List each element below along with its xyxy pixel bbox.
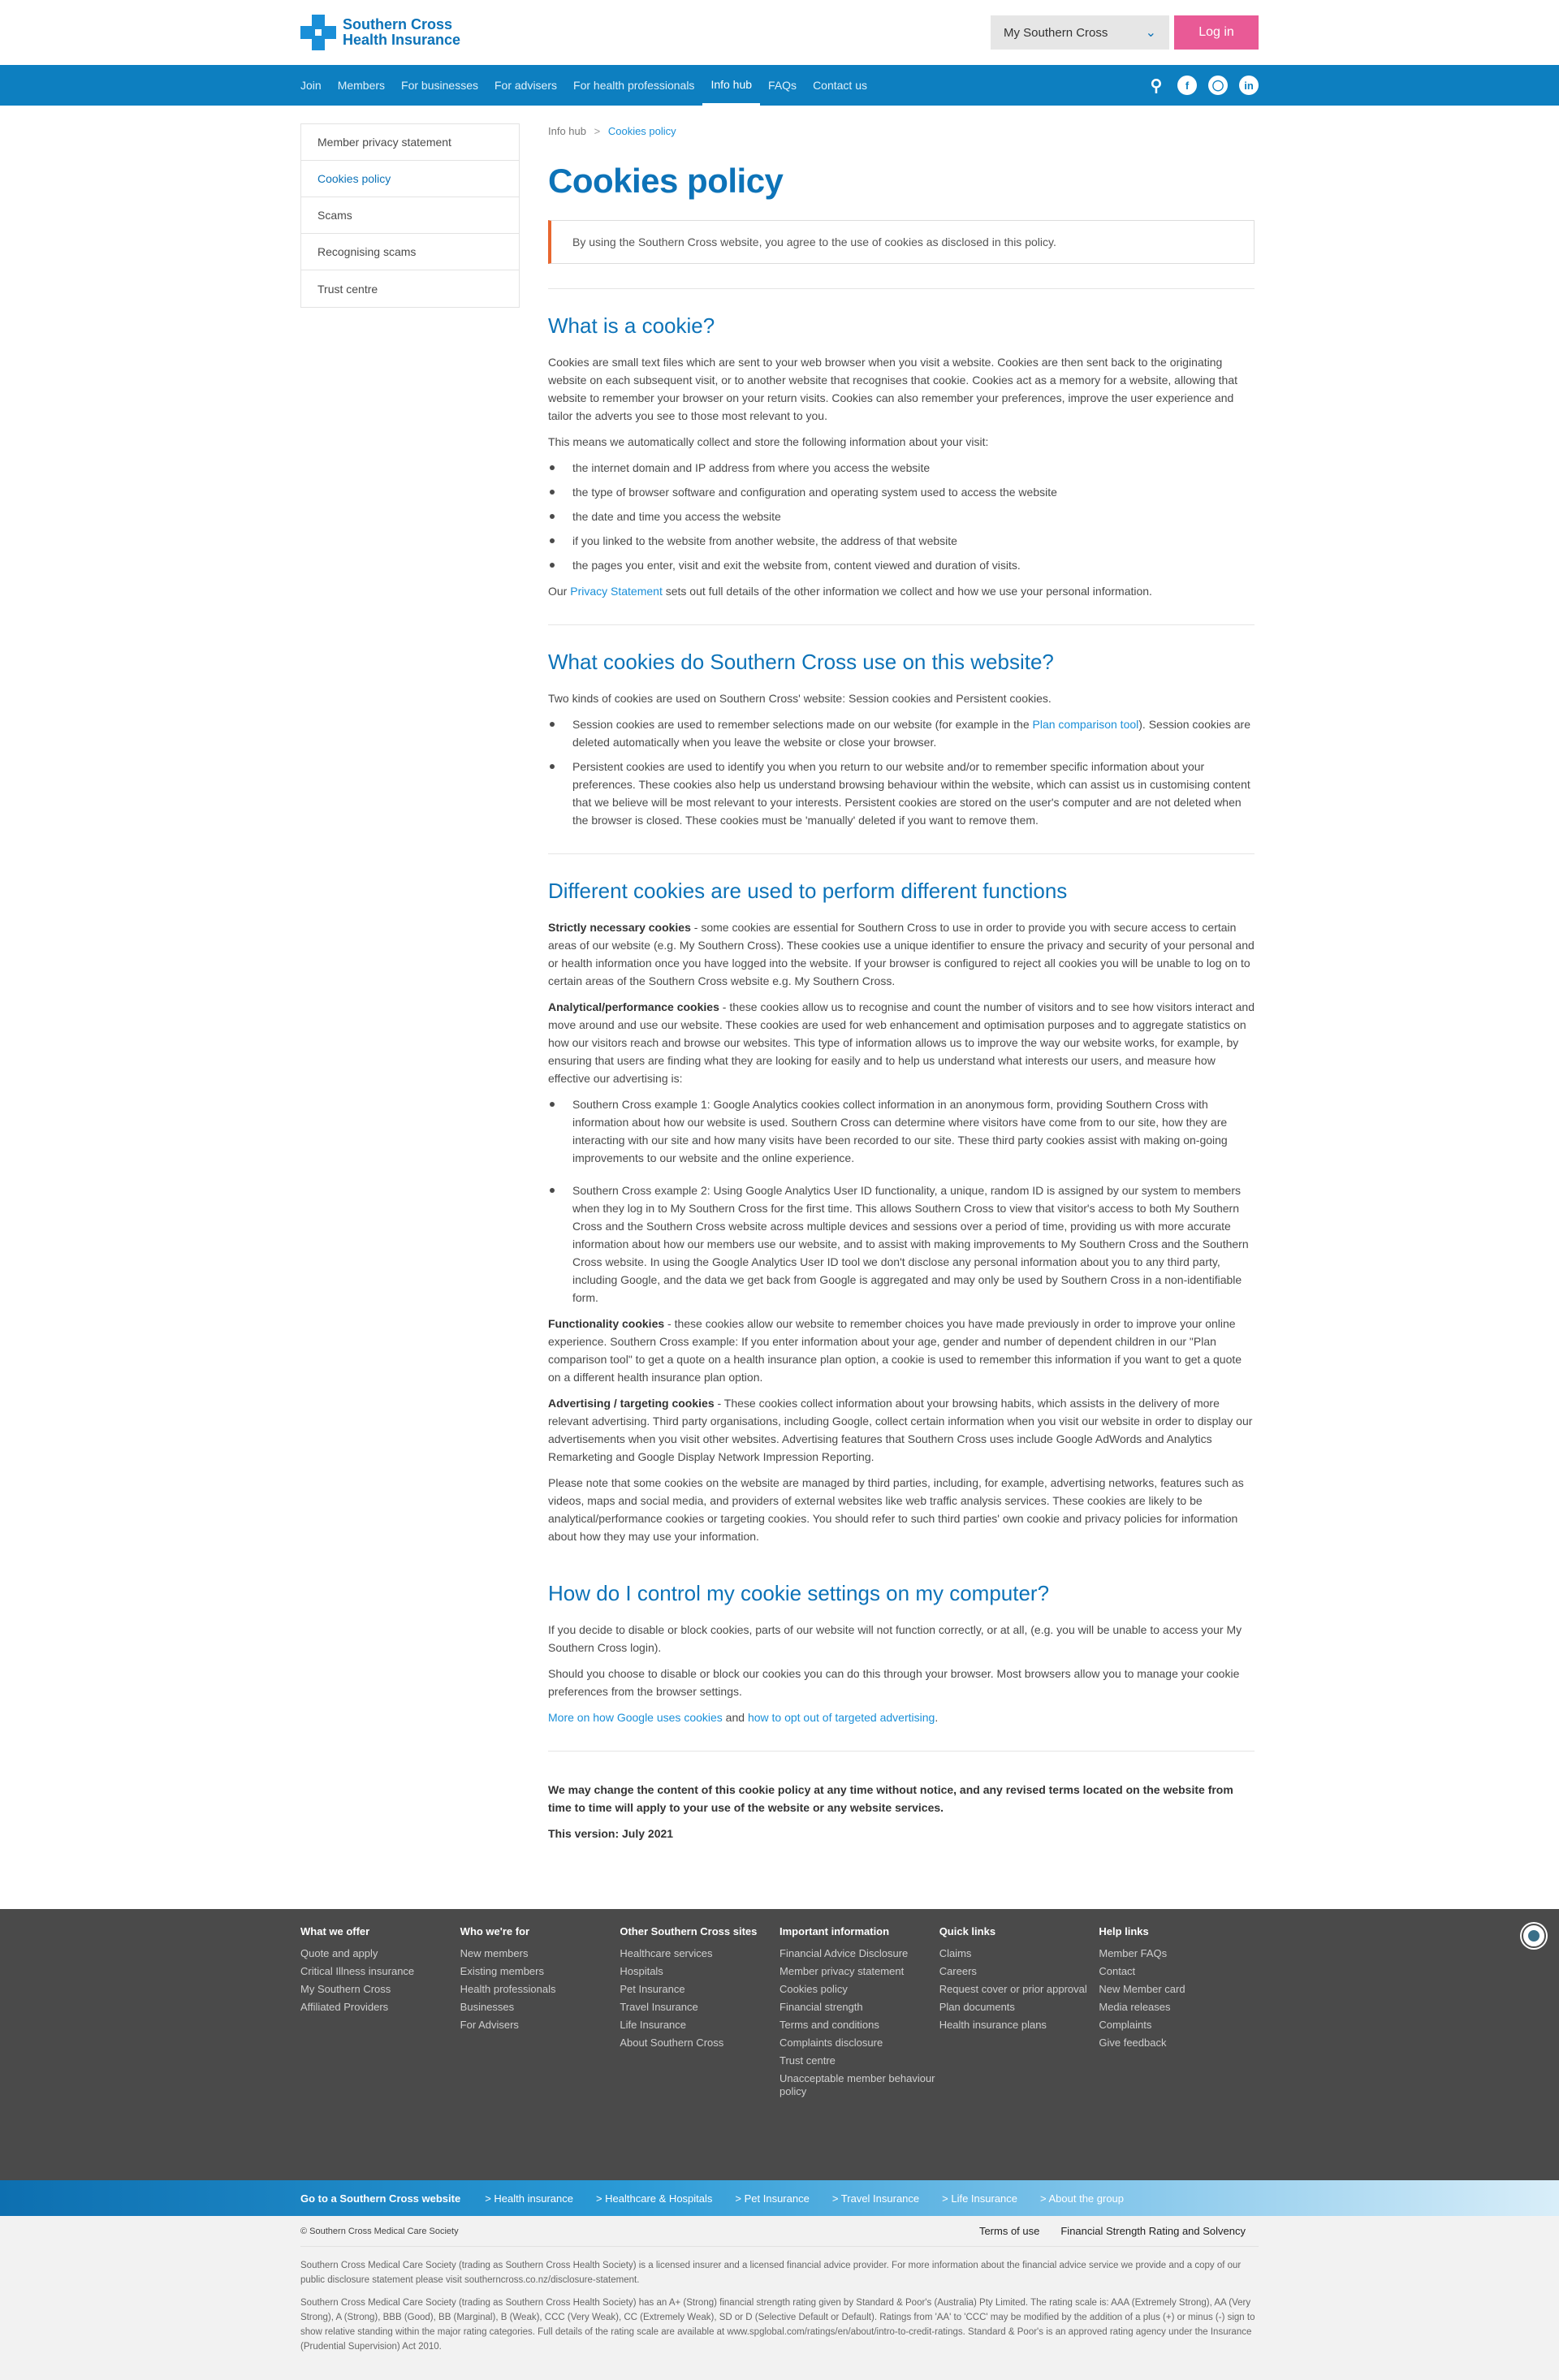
sidebar-item-recognising-scams[interactable]: Recognising scams <box>301 234 519 270</box>
footer-link[interactable]: Quote and apply <box>300 1947 378 1959</box>
group-link-about-group[interactable]: > About the group <box>1040 2192 1125 2205</box>
footer-link[interactable]: Health insurance plans <box>939 2019 1047 2031</box>
footer-column-title: Important information <box>780 1925 890 1937</box>
text: - These cookies collect information about your browsing habits, which assists in the delivery of more relevant advertising. Third party organisations, including Google, collect certain information when you visit our website in order to display our advertisements when you visit other websites. Advertising features that Southern Cross uses include Google AdWords and Analytics Remarketing and Google Display Network Impression Reporting. <box>548 1397 1253 1463</box>
logo-line-1: Southern Cross <box>343 16 453 32</box>
site-footer <box>0 1909 1559 2180</box>
facebook-icon[interactable]: f <box>1177 76 1197 95</box>
footer-link[interactable]: Pet Insurance <box>620 1983 685 1995</box>
nav-info-hub[interactable]: Info hub <box>702 65 760 106</box>
footer-column <box>460 1925 620 2103</box>
footer-link[interactable]: Contact <box>1099 1965 1136 1977</box>
footer-link[interactable]: Member FAQs <box>1099 1947 1168 1959</box>
footer-link[interactable]: Affiliated Providers <box>300 2001 389 2013</box>
paragraph: This means we automatically collect and store the following information about your visit: <box>548 435 989 448</box>
label: Advertising / targeting cookies <box>548 1397 715 1410</box>
sidebar-item-member-privacy[interactable]: Member privacy statement <box>301 124 519 161</box>
section-heading-what-is-cookie: What is a cookie? <box>548 313 715 338</box>
footer-column <box>939 1925 1099 2103</box>
sidebar-item-trust-centre[interactable]: Trust centre <box>317 282 378 296</box>
footer-link[interactable]: Health professionals <box>460 1983 556 1995</box>
footer-link[interactable]: Critical Illness insurance <box>300 1965 415 1977</box>
paragraph <box>548 1315 1255 1386</box>
footer-link[interactable]: Request cover or prior approval <box>939 1983 1087 1995</box>
footer-link[interactable]: New Member card <box>1099 1983 1185 1995</box>
paragraph: Two kinds of cookies are used on Southern Cross' website: Session cookies and Persistent cookies. <box>548 692 1052 705</box>
notice-box: By using the Southern Cross website, you agree to the use of cookies as disclosed in this policy. <box>548 220 1255 264</box>
google-cookies-link[interactable]: More on how Google uses cookies <box>548 1711 723 1724</box>
label: Functionality cookies <box>548 1317 665 1330</box>
group-sites-title: Go to a Southern Cross website <box>300 2192 461 2205</box>
nav-join[interactable]: Join <box>300 79 322 92</box>
paragraph: Cookies are small text files which are sent to your web browser when you visit a website. Cookies are then sent back to the originating website on each subsequent visit, or to another website that recognises that cookie. Cookies act as a memory for a website, allowing that website to remember your browser on your return visits. Cookies can also remember your preferences, improve the user experience and tailor the adverts you see to those most relevant to you. <box>548 356 1238 422</box>
list-item: Southern Cross example 1: Google Analytics cookies collect information in an anonymous form, providing Southern Cross with information about how our website is used. Southern Cross can determine where visitors have come from to our site, how they are interacting with our site and how many visits have been recorded to our site. These third party cookies assist with making on-going improvements to our website and the online experience. <box>548 1095 1255 1167</box>
paragraph: We may change the content of this cookie policy at any time without notice, and any revised terms located on the website from time to time will apply to your use of the website or any website services. <box>548 1783 1233 1814</box>
legal-footer <box>0 2216 1559 2380</box>
text: ). Session cookies are deleted automatically when you leave the website or close your browser. <box>572 718 1250 749</box>
footer-link[interactable]: Claims <box>939 1947 972 1959</box>
plan-comparison-tool-link[interactable]: Plan comparison tool <box>1032 718 1139 731</box>
text: - some cookies are essential for Southern Cross to use in order to provide you with secure access to certain areas of our website (e.g. My Southern Cross). These cookies use a unique identifier to ensure the privacy and security of your personal and or health information once you have logged into the website. If your browser is configured to reject all cookies you will be unable to log on to certain areas of the Southern Cross website e.g. My Southern Cross. <box>548 921 1255 987</box>
copyright: © Southern Cross Medical Care Society <box>300 2226 459 2236</box>
divider <box>548 1751 1255 1752</box>
footer-link[interactable]: Existing members <box>460 1965 544 1977</box>
footer-column-title: What we offer <box>300 1925 370 1937</box>
footer-link[interactable]: Media releases <box>1099 2001 1171 2013</box>
paragraph <box>548 1708 1255 1726</box>
nav-for-advisers[interactable]: For advisers <box>494 79 558 92</box>
paragraph: If you decide to disable or block cookies, parts of our website will not function correctly, or at all, (e.g. you will be unable to access your My Southern Cross login). <box>548 1623 1242 1654</box>
footer-column <box>780 1925 939 2103</box>
info-list <box>548 459 1255 574</box>
list-item <box>548 715 1255 751</box>
breadcrumb <box>548 125 1255 137</box>
version-text: This version: July 2021 <box>548 1827 674 1840</box>
footer-link[interactable]: Member privacy statement <box>780 1965 905 1977</box>
list-item: the date and time you access the website <box>548 508 1255 525</box>
footer-link[interactable]: Plan documents <box>939 2001 1015 2013</box>
list-item: Southern Cross example 2: Using Google Analytics User ID functionality, a unique, random ID is assigned by our system to members when they log in to My Southern Cross for the first time. This allows Southern Cross to view that visitor's access to both My Southern Cross and the Southern Cross website across multiple devices and sessions over a period of time, providing us with more accurate information about how our members use our website, and to assist with making improvements to My Southern Cross and the Southern Cross website. In using the Google Analytics User ID tool we don't disclose any personal information about you to any third party, including Google, and the data we get back from Google is aggregated and may only be used by Southern Cross in a non-identifiable form. <box>548 1181 1255 1307</box>
footer-link[interactable]: Complaints disclosure <box>780 2037 883 2049</box>
footer-link[interactable]: About Southern Cross <box>620 2037 724 2049</box>
text: Our <box>548 585 571 598</box>
group-sites-bar <box>0 2180 1559 2216</box>
footer-link[interactable]: Travel Insurance <box>620 2001 698 2013</box>
section-heading-different-cookies: Different cookies are used to perform different functions <box>548 879 1068 903</box>
footer-column <box>620 1925 780 2103</box>
footer-link[interactable]: Terms and conditions <box>780 2019 879 2031</box>
paragraph <box>548 1394 1255 1466</box>
footer-link[interactable]: Financial strength <box>780 2001 863 2013</box>
group-link-life-insurance[interactable]: > Life Insurance <box>942 2192 1018 2205</box>
text: Session cookies are used to remember selections made on our website (for example in the <box>572 718 1033 731</box>
paragraph: Should you choose to disable or block our cookies you can do this through your browser. Most browsers allow you to manage your cookie preferences from the browser settings. <box>548 1667 1240 1698</box>
footer-link[interactable]: Trust centre <box>780 2054 836 2067</box>
text: - these cookies allow our website to remember choices you have made previously in order to improve your online experience. Southern Cross example: If you enter information about your age, gender and number of dependent children in our "Plan comparison tool" to get a quote on a health insurance plan option, a cookie is used to remember this information if you want to get a quote on a different health insurance plan option. <box>548 1317 1242 1384</box>
cross-logo-icon <box>300 15 336 50</box>
footer-column-title: Who we're for <box>460 1925 530 1937</box>
footer-link[interactable]: Financial Advice Disclosure <box>780 1947 909 1959</box>
main-nav <box>0 65 1559 106</box>
footer-link[interactable]: Give feedback <box>1099 2037 1167 2049</box>
label: Strictly necessary cookies <box>548 921 691 934</box>
nav-for-health-professionals[interactable]: For health professionals <box>573 79 695 92</box>
paragraph: Please note that some cookies on the website are managed by third parties, including, for example, advertising networks, features such as videos, maps and social media, and providers of external websites like web traffic analysis services. These cookies are likely to be analytical/performance cookies or targeting cookies. You should refer to such third parties' own cookie and privacy policies for information about how they may use your information. <box>548 1476 1244 1543</box>
financial-strength-link[interactable]: Financial Strength Rating and Solvency <box>1060 2225 1246 2237</box>
footer-link[interactable]: Unacceptable member behaviour policy <box>780 2072 935 2097</box>
footer-column <box>1099 1925 1259 2103</box>
search-icon[interactable]: ⚲ <box>1150 76 1163 95</box>
list-item: Persistent cookies are used to identify you when you return to our website and/or to remember specific information about your preferences. These cookies also help us understand browsing behaviour within the website, which can assist us in customising content that we believe will be most relevant to your interests. Persistent cookies are stored on the user's computer and are not deleted when the browser is closed. These cookies must be 'manually' deleted if you want to remove them. <box>548 758 1255 829</box>
nav-faqs[interactable]: FAQs <box>768 79 797 92</box>
text: and <box>722 1711 748 1724</box>
footer-link[interactable]: New members <box>460 1947 529 1959</box>
footer-link[interactable]: My Southern Cross <box>300 1983 391 1995</box>
sidebar-item-scams[interactable]: Scams <box>301 197 519 234</box>
sidebar <box>300 123 520 308</box>
divider <box>548 853 1255 854</box>
divider <box>548 288 1255 289</box>
paragraph <box>548 918 1255 990</box>
examples-list <box>548 1095 1255 1307</box>
footer-link[interactable]: Complaints <box>1099 2019 1152 2031</box>
article <box>548 106 1255 1851</box>
group-link-health-insurance[interactable]: > Health insurance <box>485 2192 573 2205</box>
divider <box>548 624 1255 625</box>
footer-link[interactable]: Businesses <box>460 2001 515 2013</box>
sidebar-item-cookies-policy[interactable]: Cookies policy <box>301 161 519 197</box>
account-select[interactable] <box>991 15 1169 50</box>
login-button[interactable]: Log in <box>1174 15 1259 50</box>
breadcrumb-current: Cookies policy <box>607 125 676 137</box>
rating-badge-icon[interactable] <box>1522 1924 1546 1948</box>
linkedin-icon[interactable]: in <box>1239 76 1259 95</box>
footer-link[interactable]: For Advisers <box>460 2019 519 2031</box>
paragraph <box>548 998 1255 1087</box>
text: - these cookies allow us to recognise and count the number of visitors and to see how visitors interact and move around and use our website. These cookies are used for web enhancement and optimisation purposes and to aggregate statistics on how our visitors reach and browse our websites. This type of information allows us to improve the way our website works, for example, by ensuring that users are finding what they are looking for easily and to help us understand what interests our users, and measure how effective our advertising is: <box>548 1000 1255 1085</box>
logo-line-2: Health Insurance <box>343 32 461 48</box>
terms-of-use-link[interactable]: Terms of use <box>978 2225 1040 2237</box>
text: sets out full details of the other information we collect and how we use your personal information. <box>662 585 1152 598</box>
group-link-healthcare-hospitals[interactable]: > Healthcare & Hospitals <box>595 2192 713 2205</box>
paragraph <box>548 582 1255 600</box>
footer-link[interactable]: Careers <box>939 1965 977 1977</box>
list-item: the type of browser software and configuration and operating system used to access the website <box>548 483 1255 501</box>
list-item: the pages you enter, visit and exit the website from, content viewed and duration of visits. <box>548 556 1255 574</box>
label: Analytical/performance cookies <box>548 1000 719 1013</box>
page-title: Cookies policy <box>548 162 784 200</box>
footer-column-title: Other Southern Cross sites <box>620 1925 758 1937</box>
breadcrumb-separator: > <box>594 125 601 137</box>
group-link-travel-insurance[interactable]: > Travel Insurance <box>831 2192 920 2205</box>
footer-link[interactable]: Hospitals <box>620 1965 663 1977</box>
group-link-pet-insurance[interactable]: > Pet Insurance <box>735 2192 810 2205</box>
privacy-statement-link[interactable]: Privacy Statement <box>570 585 663 598</box>
breadcrumb-info-hub[interactable]: Info hub <box>548 125 586 137</box>
cookie-kinds-list <box>548 715 1255 829</box>
top-header <box>0 0 1559 65</box>
nav-for-businesses[interactable]: For businesses <box>401 79 478 92</box>
footer-column-title: Help links <box>1099 1925 1149 1937</box>
account-select-value: My Southern Cross <box>1004 25 1108 40</box>
text: . <box>935 1711 939 1724</box>
instagram-icon[interactable]: ◯ <box>1208 76 1228 95</box>
list-item: if you linked to the website from another website, the address of that website <box>548 532 1255 550</box>
footer-link[interactable]: Healthcare services <box>620 1947 713 1959</box>
nav-members[interactable]: Members <box>337 79 386 92</box>
footer-link[interactable]: Cookies policy <box>780 1983 848 1995</box>
section-heading-cookies-used: What cookies do Southern Cross use on this website? <box>548 650 1054 674</box>
footer-column-title: Quick links <box>939 1925 996 1937</box>
rating-disclosure-text: Southern Cross Medical Care Society (trading as Southern Cross Health Society) has an A+ (Strong) financial strength rating given by Standard & Poor's (Australia) Pty Limited. The rating scale is: AAA (Extremely Strong), AA (Very Strong), A (Strong), BBB (Good), BB (Marginal), B (Weak), CCC (Very Weak), CC (Extremely Weak), SD or D (Selective Default or Default). Ratings from 'AA' to 'CCC' may be modified by the addition of a plus (+) or minus (-) sign to show relative standing within the major rating categories. Full details of the rating scale are available at www.spglobal.com/ratings/en/about/intro-to-credit-ratings. Standard & Poor's is an approved rating agency under the Insurance (Prudential Supervision) Act 2010. <box>300 2298 1255 2352</box>
nav-contact-us[interactable]: Contact us <box>813 79 867 92</box>
brand-logo[interactable] <box>300 15 460 50</box>
policy-change-notice <box>548 1781 1255 1842</box>
opt-out-link[interactable]: how to opt out of targeted advertising <box>747 1711 935 1724</box>
list-item: the internet domain and IP address from where you access the website <box>548 459 1255 477</box>
main-content-area <box>300 106 1259 1908</box>
footer-column <box>300 1925 460 2103</box>
footer-link[interactable]: Life Insurance <box>620 2019 687 2031</box>
disclosure-text: Southern Cross Medical Care Society (trading as Southern Cross Health Society) is a licensed insurer and a licensed financial advice provider. For more information about the financial advice service we provide and a copy of our public disclosure statement please visit southerncross.co.nz/disclosure-statement. <box>300 2261 1242 2285</box>
chevron-down-icon: ⌄ <box>1145 26 1156 40</box>
section-heading-control-settings: How do I control my cookie settings on my computer? <box>548 1581 1050 1605</box>
